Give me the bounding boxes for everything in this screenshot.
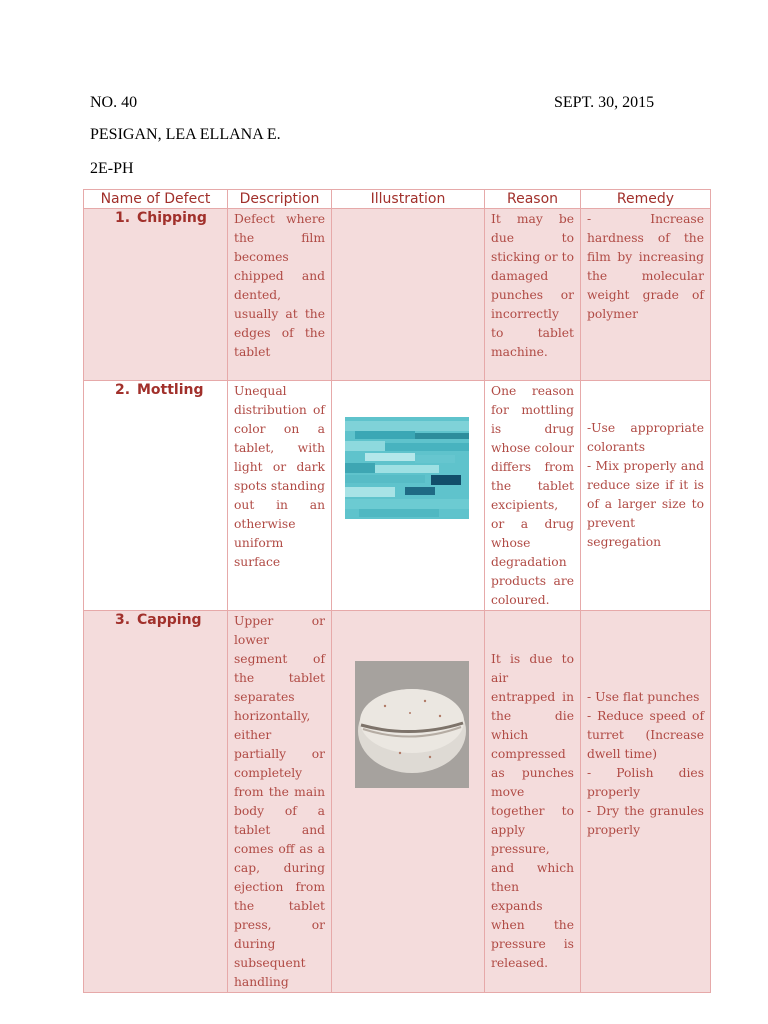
defect-description: Defect where the film becomes chipped and dented, usually at the edges of the tablet [228, 209, 332, 381]
mottling-image [345, 417, 469, 519]
remedy-item: - Use flat punches [587, 690, 700, 704]
defect-reason: One reason for mottling is drug whose colour differs from the tablet excipients, or a drug whose degradation products are coloured. [485, 381, 581, 611]
remedy-item: - Mix properly and reduce size if it is of a larger size to prevent segregation [587, 459, 704, 549]
defect-remedy [581, 381, 711, 611]
document-number: NO. 40 [90, 94, 138, 111]
column-header-reason: Reason [485, 190, 581, 209]
student-name: PESIGAN, LEA ELLANA E. [90, 126, 281, 143]
defect-description: Upper or lower segment of the tablet separates horizontally, either partially or completely from the main body of a tablet and comes off as a cap, during ejection from the tablet press, or during subsequent handling [228, 611, 332, 993]
remedy-item: - Reduce speed of turret (Increase dwell time) [587, 709, 704, 761]
defect-remedy [581, 209, 711, 381]
defect-name-cell [84, 611, 228, 993]
defect-name-cell [84, 209, 228, 381]
defect-reason: It may be due to sticking or to damaged punches or incorrectly to tablet machine. [485, 209, 581, 381]
illustration-capping [332, 611, 485, 993]
defect-number: 2. [115, 382, 131, 398]
defect-remedy [581, 611, 711, 993]
table-header-row [84, 190, 711, 209]
table-row-capping [84, 611, 711, 993]
table-row-chipping [84, 209, 711, 381]
column-header-illustration: Illustration [332, 190, 485, 209]
illustration-mottling [332, 381, 485, 611]
capped-tablet-image [355, 661, 469, 788]
remedy-item: - Polish dies properly [587, 766, 704, 799]
defect-name: Chipping [137, 210, 207, 226]
column-header-description: Description [228, 190, 332, 209]
defect-name: Mottling [137, 382, 204, 398]
remedy-item: - Increase hardness of the film by increasing the molecular weight grade of polymer [587, 212, 704, 321]
remedy-item: - Dry the granules properly [587, 804, 704, 837]
student-section: 2E-PH [90, 160, 134, 177]
defect-name-cell [84, 381, 228, 611]
defect-number: 1. [115, 210, 131, 226]
defect-reason: It is due to air entrapped in the die which compressed as punches move together to apply pressure, and which then expands when the pressure is released. [485, 611, 581, 993]
document-date: SEPT. 30, 2015 [554, 94, 655, 111]
defect-description: Unequal distribution of color on a tablet, with light or dark spots standing out in an otherwise uniform surface [228, 381, 332, 611]
illustration-empty [332, 209, 485, 381]
column-header-name: Name of Defect [84, 190, 228, 209]
remedy-item: -Use appropriate colorants [587, 421, 704, 454]
defect-name: Capping [137, 612, 202, 628]
defect-number: 3. [115, 612, 131, 628]
table-row-mottling [84, 381, 711, 611]
defects-table [83, 189, 711, 993]
column-header-remedy: Remedy [581, 190, 711, 209]
